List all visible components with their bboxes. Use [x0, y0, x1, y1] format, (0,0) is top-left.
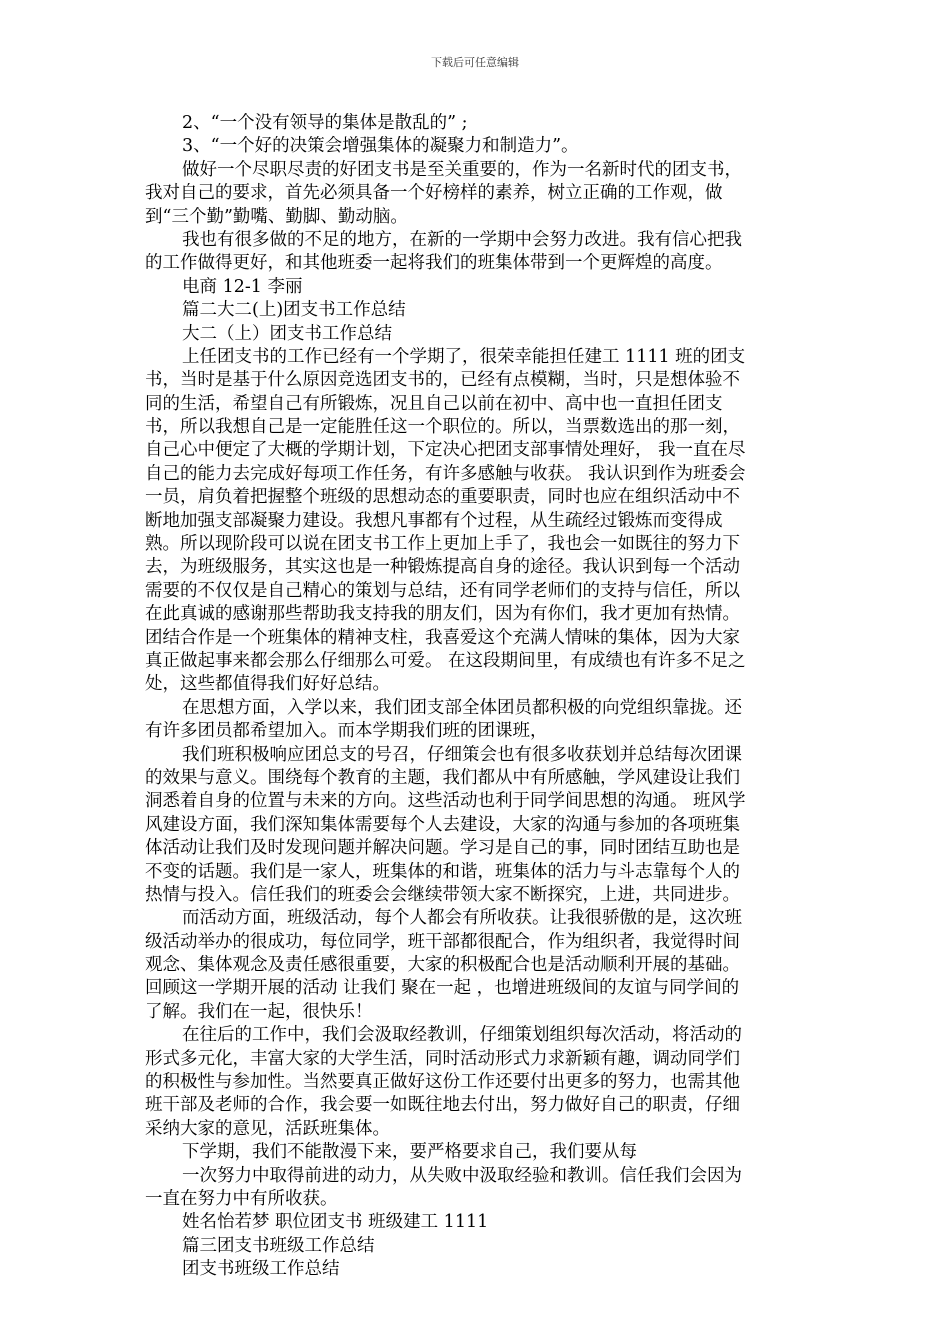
text-line: 去，为班级服务，其实这也是一种锻炼提高自身的途径。我认识到每一个活动	[145, 557, 740, 578]
text-line: 姓名怡若梦 职位团支书 班级建工 1111	[182, 1212, 489, 1233]
text-line: 处，这些都值得我们好好总结。	[145, 674, 390, 695]
text-line: 团结合作是一个班集体的精神支柱，我喜爱这个充满人情味的集体，因为大家	[145, 627, 740, 648]
text-line: 同的生活，希望自己有所锻炼，况且自己以前在初中、高中也一直担任团支	[145, 393, 723, 414]
text-line: 在往后的工作中，我们会汲取经教训，仔细策划组织每次活动，将活动的	[182, 1025, 742, 1046]
text-line: 电商 12-1 李丽	[182, 276, 303, 297]
text-line: 我们班积极响应团总支的号召，仔细策会也有很多收获划并总结每次团课	[182, 744, 742, 765]
text-line: 我也有很多做的不足的地方，在新的一学期中会努力改进。我有信心把我	[182, 229, 742, 250]
text-line: 形式多元化，丰富大家的大学生活，同时活动形式力求新颖有趣，调动同学们	[145, 1048, 740, 1069]
text-line: 观念、集体观念及责任感很重要，大家的积极配合也是活动顺利开展的基础。	[145, 955, 740, 976]
page-header-note: 下载后可任意编辑	[431, 56, 519, 69]
text-line: 大二（上）团支书工作总结	[182, 323, 392, 344]
text-line: 3、“一个好的决策会增强集体的凝聚力和制造力”。	[182, 136, 579, 157]
text-line: 到“三个勤”勤嘴、勤脚、勤动脑。	[145, 206, 408, 227]
text-line: 不变的话题。我们是一家人，班集体的和谐，班集体的活力与斗志靠每个人的	[145, 861, 740, 882]
text-line: 熟。所以现阶段可以说在团支书工作上更加上手了，我也会一如既往的努力下	[145, 534, 740, 555]
text-line: 我对自己的要求，首先必须具备一个好榜样的素养，树立正确的工作观，做	[145, 183, 723, 204]
text-line: 篇三团支书班级工作总结	[182, 1235, 375, 1256]
text-line: 而活动方面，班级活动，每个人都会有所收获。让我很骄傲的是，这次班	[182, 908, 742, 929]
text-line: 的效果与意义。围绕每个教育的主题，我们都从中有所感触，学风建设让我们	[145, 767, 740, 788]
text-line: 风建设方面，我们深知集体需要每个人去建设，大家的沟通与参加的各项班集	[145, 814, 740, 835]
text-line: 篇二大二(上)团支书工作总结	[182, 300, 406, 321]
text-line: 班干部及老师的合作，我会要一如既往地去付出，努力做好自己的职责，仔细	[145, 1095, 740, 1116]
text-line: 在思想方面，入学以来，我们团支部全体团员都积极的向党组织靠拢。还	[182, 697, 742, 718]
text-line: 书，当时是基于什么原因竞选团支书的，已经有点模糊，当时，只是想体验不	[145, 370, 740, 391]
text-line: 采纳大家的意见，活跃班集体。	[145, 1118, 390, 1139]
text-line: 上任团支书的工作已经有一个学期了，很荣幸能担任建工 1111 班的团支	[182, 346, 746, 367]
text-line: 团支书班级工作总结	[182, 1259, 340, 1280]
text-line: 回顾这一学期开展的活动 让我们 聚在一起 ，也增进班级间的友谊与同学间的	[145, 978, 740, 999]
text-line: 自己的能力去完成好每项工作任务，有许多感触与收获。 我认识到作为班委会	[145, 463, 746, 484]
text-line: 一员，肩负着把握整个班级的思想动态的重要职责，同时也应在组织活动中不	[145, 487, 740, 508]
text-line: 做好一个尽职尽责的好团支书是至关重要的，作为一名新时代的团支书，	[182, 159, 742, 180]
text-line: 真正做起事来都会那么仔细那么可爱。 在这段期间里，有成绩也有许多不足之	[145, 650, 746, 671]
text-line: 需要的不仅仅是自己精心的策划与总结，还有同学老师们的支持与信任，所以	[145, 580, 740, 601]
text-line: 自己心中便定了大概的学期计划，下定决心把团支部事情处理好， 我一直在尽	[145, 440, 746, 461]
text-line: 洞悉着自身的位置与未来的方向。这些活动也利于同学间思想的沟通。 班风学	[145, 791, 746, 812]
text-line: 一次努力中取得前进的动力，从失败中汲取经验和教训。信任我们会因为	[182, 1165, 742, 1186]
text-line: 断地加强支部凝聚力建设。我想凡事都有个过程，从生疏经过锻炼而变得成	[145, 510, 723, 531]
document-body	[145, 112, 807, 1282]
text-line: 的积极性与参加性。当然要真正做好这份工作还要付出更多的努力，也需其他	[145, 1072, 740, 1093]
text-line: 级活动举办的很成功，每位同学，班干部都很配合，作为组织者，我觉得时间	[145, 931, 740, 952]
text-line: 书，所以我想自己是一定能胜任这一个职位的。所以，当票数选出的那一刻，	[145, 417, 740, 438]
text-line: 下学期，我们不能散漫下来，要严格要求自己，我们要从每	[182, 1142, 637, 1163]
text-line: 一直在努力中有所收获。	[145, 1188, 338, 1209]
text-line: 有许多团员都希望加入。而本学期我们班的团课班，	[145, 721, 548, 742]
text-line: 在此真诚的感谢那些帮助我支持我的朋友们，因为有你们，我才更加有热情。	[145, 604, 740, 625]
text-line: 体活动让我们及时发现问题并解决问题。学习是自己的事，同时团结互助也是	[145, 838, 740, 859]
text-line: 热情与投入。信任我们的班委会会继续带领大家不断探究，上进，共同进步。	[145, 884, 740, 905]
text-line: 的工作做得更好，和其他班委一起将我们的班集体带到一个更辉煌的高度。	[145, 253, 723, 274]
text-line: 2、“一个没有领导的集体是散乱的” ;	[182, 113, 468, 133]
text-line: 了解。我们在一起，很快乐！	[145, 1001, 373, 1022]
